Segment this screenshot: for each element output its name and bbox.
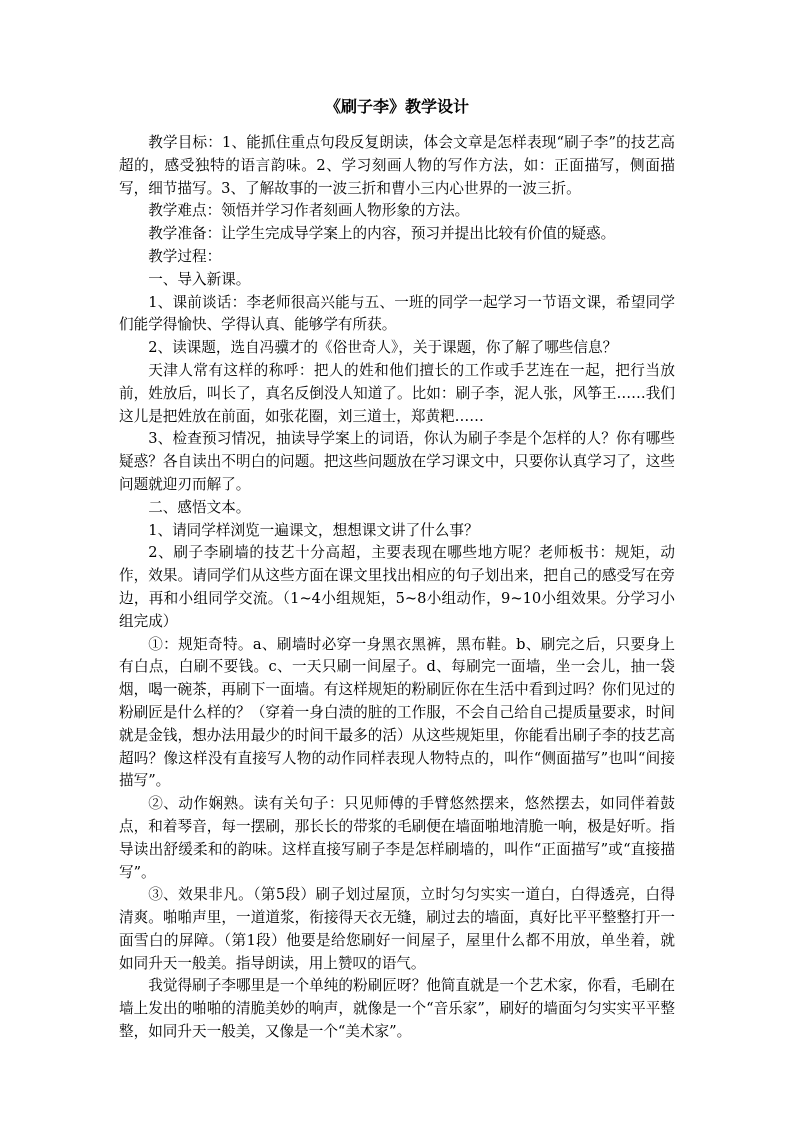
paragraph-preparation: 教学准备：让学生完成导学案上的内容，预习并提出比较有价值的疑惑。 xyxy=(148,225,616,243)
paragraph-artist: 我觉得刷子李哪里是一个单纯的粉刷匠呀？他简直就是一个艺术家，你看，毛刷在墙上发出的啪啪的清脆美妙的响声，就像是一个“音乐家”，刷好的墙面匀匀实实平平整整，如同升天一般美，又像是一个“美术家”。 xyxy=(119,977,675,1041)
paragraph-preview-check: 3、检查预习情况，抽读导学案上的词语，你认为刷子李是个怎样的人？你有哪些疑惑？各自读出不明白的问题。把这些问题放在学习课文中，只要你认真学习了，这些问题就迎刃而解了。 xyxy=(119,430,675,493)
paragraph-process-heading: 教学过程： xyxy=(148,247,222,265)
document-page xyxy=(119,96,675,1044)
paragraph-warmup-talk: 1、课前谈话：李老师很高兴能与五、一班的同学一起学习一节语文课，希望同学们能学得愉快、学得认真、能够学有所获。 xyxy=(119,293,675,334)
paragraph-read-title: 2、读课题，选自冯骥才的《俗世奇人》，关于课题，你了解了哪些信息？ xyxy=(148,339,618,357)
paragraph-rules: ①：规矩奇特。a、刷墙时必穿一身黑衣黑裤，黑布鞋。b、刷完之后，只要身上有白点，白刷不要钱。c、一天只刷一间屋子。d、每刷完一面墙，坐一会儿，抽一袋烟，喝一碗茶，再刷下一面墙。有这样规矩的粉刷匠你在生活中看到过吗？你们见过的粉刷匠是什么样的？（穿着一身白渍的脏的工作服，不会自己给自己提质量要求，时间就是金钱，想办法用最少的时间干最多的活）从这些规矩里，你能看出刷子李的技艺高超吗？像这样没有直接写人物的动作同样表现人物特点的，叫作“侧面描写”也叫“间接描写”。 xyxy=(119,635,675,790)
section-heading-text: 二、感悟文本。 xyxy=(148,498,251,516)
paragraph-objectives: 教学目标：1、能抓住重点句段反复朗读，体会文章是怎样表现“刷子李”的技艺高超的，感受独特的语言韵味。2、学习刻画人物的写作方法，如：正面描写，侧面描写，细节描写。3、了解故事的一波三折和曹小三内心世界的一波三折。 xyxy=(119,134,675,197)
paragraph-browse: 1、请同学样浏览一遍课文，想想课文讲了什么事？ xyxy=(148,521,479,539)
paragraph-tianjin-names: 天津人常有这样的称呼：把人的姓和他们擅长的工作或手艺连在一起，把行当放前，姓放后，叫长了，真名反倒没人知道了。比如：刷子李，泥人张，风筝王……我们这儿是把姓放在前面，如张花圈，刘三道士，郑黄粑…… xyxy=(119,361,675,425)
document-title: 《刷子李》教学设计 xyxy=(324,97,469,116)
paragraph-effects: ③、效果非凡。（第5段）刷子划过屋顶，立时匀匀实实一道白，白得透亮，白得清爽。啪啪声里，一道道浆，衔接得天衣无缝，刷过去的墙面，真好比平平整整打开一面雪白的屏障。（第1段）他要是给您刷好一间屋子，屋里什么都不用放，单坐着，就如同升天一般美。指导朗读，用上赞叹的语气。 xyxy=(119,886,675,972)
paragraph-actions: ②、动作娴熟。读有关句子：只见师傅的手臂悠然摆来，悠然摆去，如同伴着鼓点，和着琴音，每一摆刷，那长长的带浆的毛刷便在墙面啪地清脆一响，极是好听。指导读出舒缓柔和的韵味。这样直接写刷子李是怎样刷墙的，叫作“正面描写”或“直接描写”。 xyxy=(119,795,675,881)
paragraph-skill-aspects: 2、刷子李刷墙的技艺十分高超，主要表现在哪些地方呢？老师板书：规矩，动作，效果。请同学们从这些方面在课文里找出相应的句子划出来，把自己的感受写在旁边，再和小组同学交流。（1~4小组规矩，5~8小组动作，9~10小组效果。分学习小组完成） xyxy=(119,544,675,630)
section-heading-intro: 一、导入新课。 xyxy=(148,270,251,288)
paragraph-difficulty: 教学难点：领悟并学习作者刻画人物形象的方法。 xyxy=(148,202,470,220)
